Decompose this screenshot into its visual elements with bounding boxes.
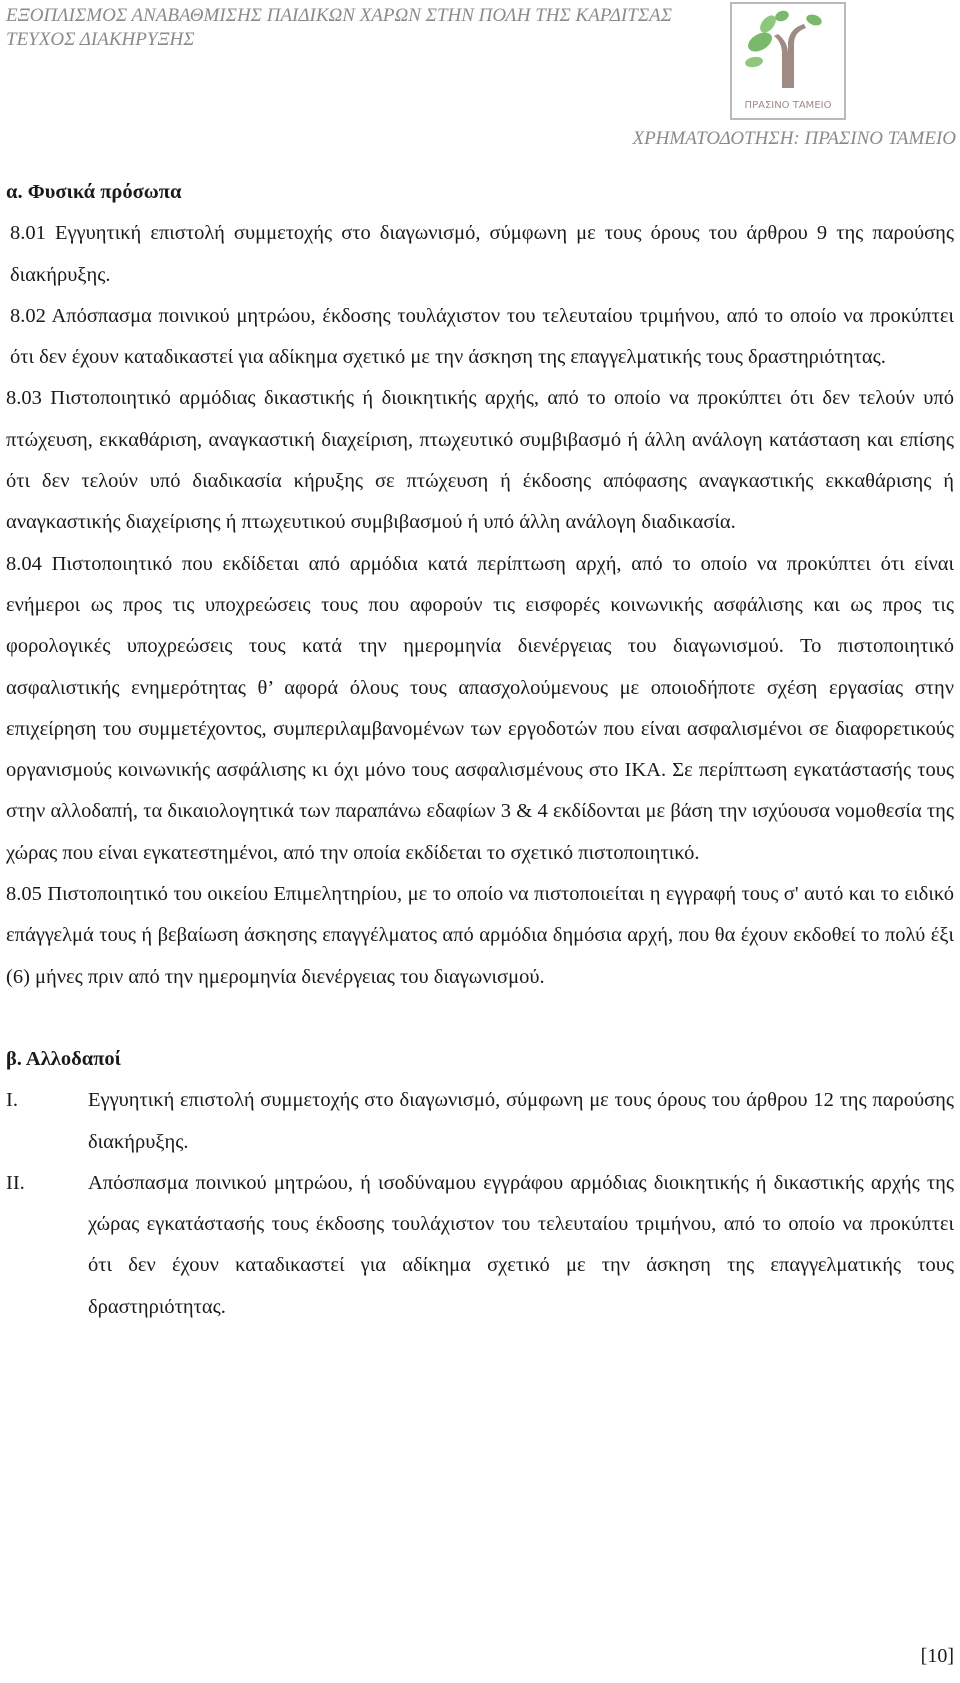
header-project-title: ΕΞΟΠΛΙΣΜΟΣ ΑΝΑΒΑΘΜΙΣΗΣ ΠΑΙΔΙΚΩΝ ΧΑΡΩΝ ΣΤΗΝ ΠΟΛΗ ΤΗΣ ΚΑΡΔΙΤΣΑΣ [6,5,673,26]
paragraph-8-04: 8.04 Πιστοποιητικό που εκδίδεται από αρμόδια κατά περίπτωση αρχή, από το οποίο να προκύπτει ότι είναι ενήμεροι ως προς τις υποχρεώσεις τους που αφορούν τις εισφορές κοινωνικής ασφάλισης και ως προς τις φορολογικές υποχρεώσεις τους κατά την ημερομηνία διενέργειας του διαγωνισμού. Το πιστοποιητικό ασφαλιστικής ενημερότητας θ’ αφορά όλους τους απασχολούμενους με οποιοδήποτε σχέση εργασίας στην επιχείρηση του συμμετέχοντος, συμπεριλαμβανομένων των εργοδοτών που είναι ασφαλισμένοι σε διαφορετικούς οργανισμούς κοινωνικής ασφάλισης κι όχι μόνο τους ασφαλισμένους στο ΙΚΑ. Σε περίπτωση εγκατάστασής τους στην αλλοδαπή, τα δικαιολογητικά των παραπάνω εδαφίων 3 & 4 εκδίδονται με βάση την ισχύουσα νομοθεσία της χώρας που είναι εγκατεστημένοι, από την οποία εκδίδεται το σχετικό πιστοποιητικό. [6,552,954,864]
funding-note: ΧΡΗΜΑΤΟΔΟΤΗΣΗ: ΠΡΑΣΙΝΟ ΤΑΜΕΙΟ [632,128,956,149]
list-item-number: II. [6,1171,25,1194]
section-a-heading: α. Φυσικά πρόσωπα [6,181,182,203]
paragraph-8-03: 8.03 Πιστοποιητικό αρμόδιας δικαστικής ή διοικητικής αρχής, από το οποίο να προκύπτει ότι δεν τελούν υπό πτώχευση, εκκαθάριση, αναγκαστική διαχείριση, πτωχευτικό συμβιβασμό ή άλλη ανάλογη κατάσταση και επίσης ότι δεν τελούν υπό διαδικασία κήρυξης σε πτώχευση ή έκδοσης απόφασης αναγκαστικής εκκαθάρισης ή αναγκαστικής διαχείρισης ή πτωχευτικού συμβιβασμού ή υπό άλλη ανάλογη διαδικασία. [6,387,954,534]
list-item-text: Απόσπασμα ποινικού μητρώου, ή ισοδύναμου εγγράφου αρμόδιας διοικητικής ή δικαστικής αρχής της χώρας εγκατάστασής τους έκδοσης τουλάχιστον του τελευταίου τριμήνου, από το οποίο να προκύπτει ότι δεν έχουν καταδικαστεί για αδίκημα σχετικό με την άσκηση της επαγγελματικής τους δραστηριότητας. [88,1171,954,1318]
paragraph-8-05: 8.05 Πιστοποιητικό του οικείου Επιμελητηρίου, με το οποίο να πιστοποιείται η εγγραφή τους σ' αυτό και το ειδικό επάγγελμά τους ή βεβαίωση άσκησης επαγγέλματος από αρμόδια δημόσια αρχή, που θα έχουν εκδοθεί το πολύ έξι (6) μήνες πριν από την ημερομηνία διενέργειας του διαγωνισμού. [6,883,954,988]
paragraph-8-02: 8.02 Απόσπασμα ποινικού μητρώου, έκδοσης τουλάχιστον του τελευταίου τριμήνου, από το οποίο να προκύπτει ότι δεν έχουν καταδικαστεί για αδίκημα σχετικό με την άσκηση της επαγγελματικής τους δραστηριότητας. [10,304,954,369]
paragraph-8-01: 8.01 Εγγυητική επιστολή συμμετοχής στο διαγωνισμό, σύμφωνη με τους όρους του άρθρου 9 της παρούσης διακήρυξης. [10,222,954,286]
list-item-text: Εγγυητική επιστολή συμμετοχής στο διαγωνισμό, σύμφωνη με τους όρους του άρθρου 12 της παρούσης διακήρυξης. [88,1089,954,1153]
document-body [6,172,954,1328]
logo-label: ΠΡΑΣΙΝΟ ΤΑΜΕΙΟ [744,100,832,111]
list-item [6,1163,954,1328]
list-item [6,1080,954,1163]
section-b-heading: β. Αλλοδαποί [6,1047,122,1070]
green-fund-logo [730,2,846,120]
list-item-number: I. [6,1089,18,1112]
section-spacer [6,998,954,1039]
header-document-type: ΤΕΥΧΟΣ ΔΙΑΚΗΡΥΞΗΣ [6,29,195,50]
document-header [6,4,672,52]
logo-graphic [730,2,846,120]
page-number: [10] [920,1645,954,1667]
